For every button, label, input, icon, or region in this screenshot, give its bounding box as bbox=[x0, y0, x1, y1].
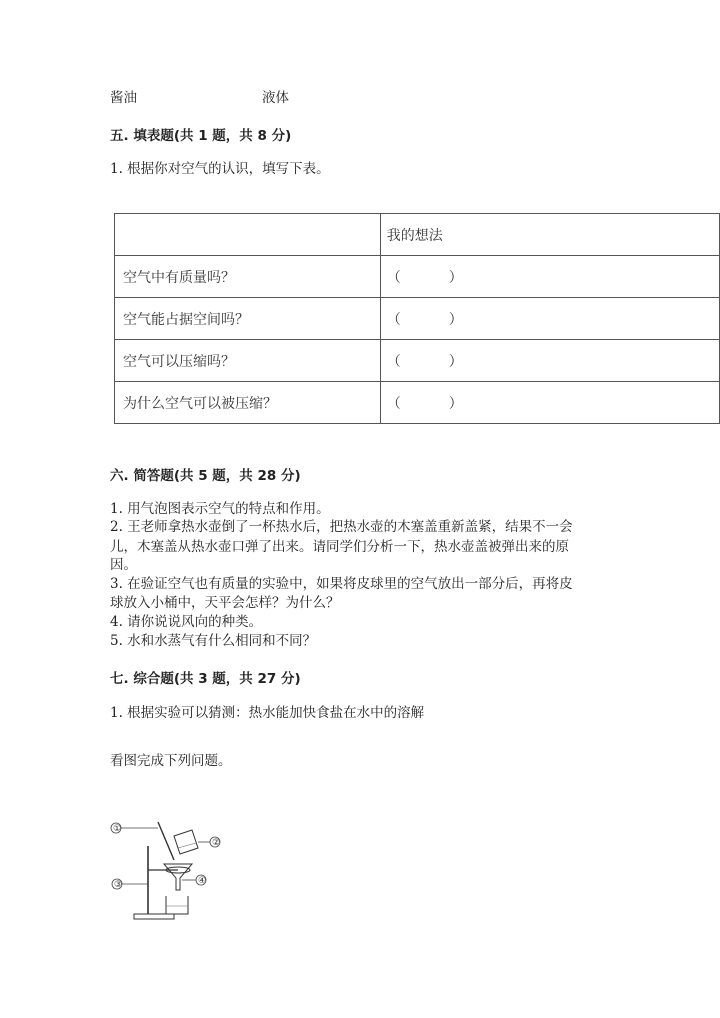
pouring-beaker bbox=[174, 830, 198, 854]
paren-close: ） bbox=[448, 269, 463, 286]
paren-open: （ bbox=[386, 395, 401, 412]
paren-open: （ bbox=[386, 353, 401, 370]
section5-question: 1. 根据你对空气的认识，填写下表。 bbox=[110, 161, 330, 177]
table-row bbox=[115, 382, 720, 424]
section6-heading: 六. 简答题(共 5 题，共 28 分) bbox=[110, 468, 301, 484]
fill-table bbox=[114, 213, 720, 424]
section5-heading: 五. 填表题(共 1 题，共 8 分) bbox=[110, 128, 292, 144]
figure-label-2: ② bbox=[212, 838, 221, 848]
paren-close: ） bbox=[448, 353, 463, 370]
table-row bbox=[115, 298, 720, 340]
filtration-apparatus-figure bbox=[108, 818, 228, 924]
table-row bbox=[115, 256, 720, 298]
answer-blank[interactable] bbox=[380, 298, 719, 340]
section6-line: 3. 在验证空气也有质量的实验中，如果将皮球里的空气放出一部分后，再将皮 bbox=[110, 576, 573, 592]
stand-base bbox=[134, 914, 174, 919]
table-header-row bbox=[115, 214, 720, 256]
figure-label-3: ③ bbox=[114, 880, 123, 890]
receiving-beaker bbox=[166, 896, 188, 914]
glass-rod bbox=[158, 822, 174, 860]
section6-line: 4. 请你说说风向的种类。 bbox=[110, 614, 263, 630]
top-row-item: 酱油 bbox=[110, 90, 137, 106]
section7-question: 1. 根据实验可以猜测：热水能加快食盐在水中的溶解 bbox=[110, 705, 425, 721]
section6-line: 因。 bbox=[110, 557, 137, 573]
answer-blank[interactable] bbox=[380, 340, 719, 382]
section6-line: 1. 用气泡图表示空气的特点和作用。 bbox=[110, 501, 330, 517]
answer-blank[interactable] bbox=[380, 382, 719, 424]
section7-instruction: 看图完成下列问题。 bbox=[110, 753, 232, 769]
table-header-cell: 我的想法 bbox=[380, 214, 719, 256]
section6-line: 球放入小桶中，天平会怎样？为什么？ bbox=[110, 595, 340, 611]
paren-close: ） bbox=[448, 395, 463, 412]
section7-heading: 七. 综合题(共 3 题，共 27 分) bbox=[110, 671, 301, 687]
section6-line: 2. 王老师拿热水壶倒了一杯热水后，把热水壶的木塞盖重新盖紧，结果不一会 bbox=[110, 519, 573, 535]
section6-line: 5. 水和水蒸气有什么相同和不同？ bbox=[110, 633, 317, 649]
table-question-cell: 空气能占据空间吗？ bbox=[115, 298, 381, 340]
section6-line: 儿，木塞盖从热水壶口弹了出来。请同学们分析一下，热水壶盖被弹出来的原 bbox=[110, 539, 569, 555]
table-row bbox=[115, 340, 720, 382]
table-header-cell bbox=[115, 214, 381, 256]
figure-label-1: ① bbox=[113, 824, 122, 834]
table-question-cell: 为什么空气可以被压缩？ bbox=[115, 382, 381, 424]
paren-open: （ bbox=[386, 311, 401, 328]
paren-open: （ bbox=[386, 269, 401, 286]
paren-close: ） bbox=[448, 311, 463, 328]
answer-blank[interactable] bbox=[380, 256, 719, 298]
table-question-cell: 空气中有质量吗？ bbox=[115, 256, 381, 298]
top-row-state: 液体 bbox=[262, 90, 289, 106]
figure-label-4: ④ bbox=[198, 876, 207, 886]
table-question-cell: 空气可以压缩吗？ bbox=[115, 340, 381, 382]
